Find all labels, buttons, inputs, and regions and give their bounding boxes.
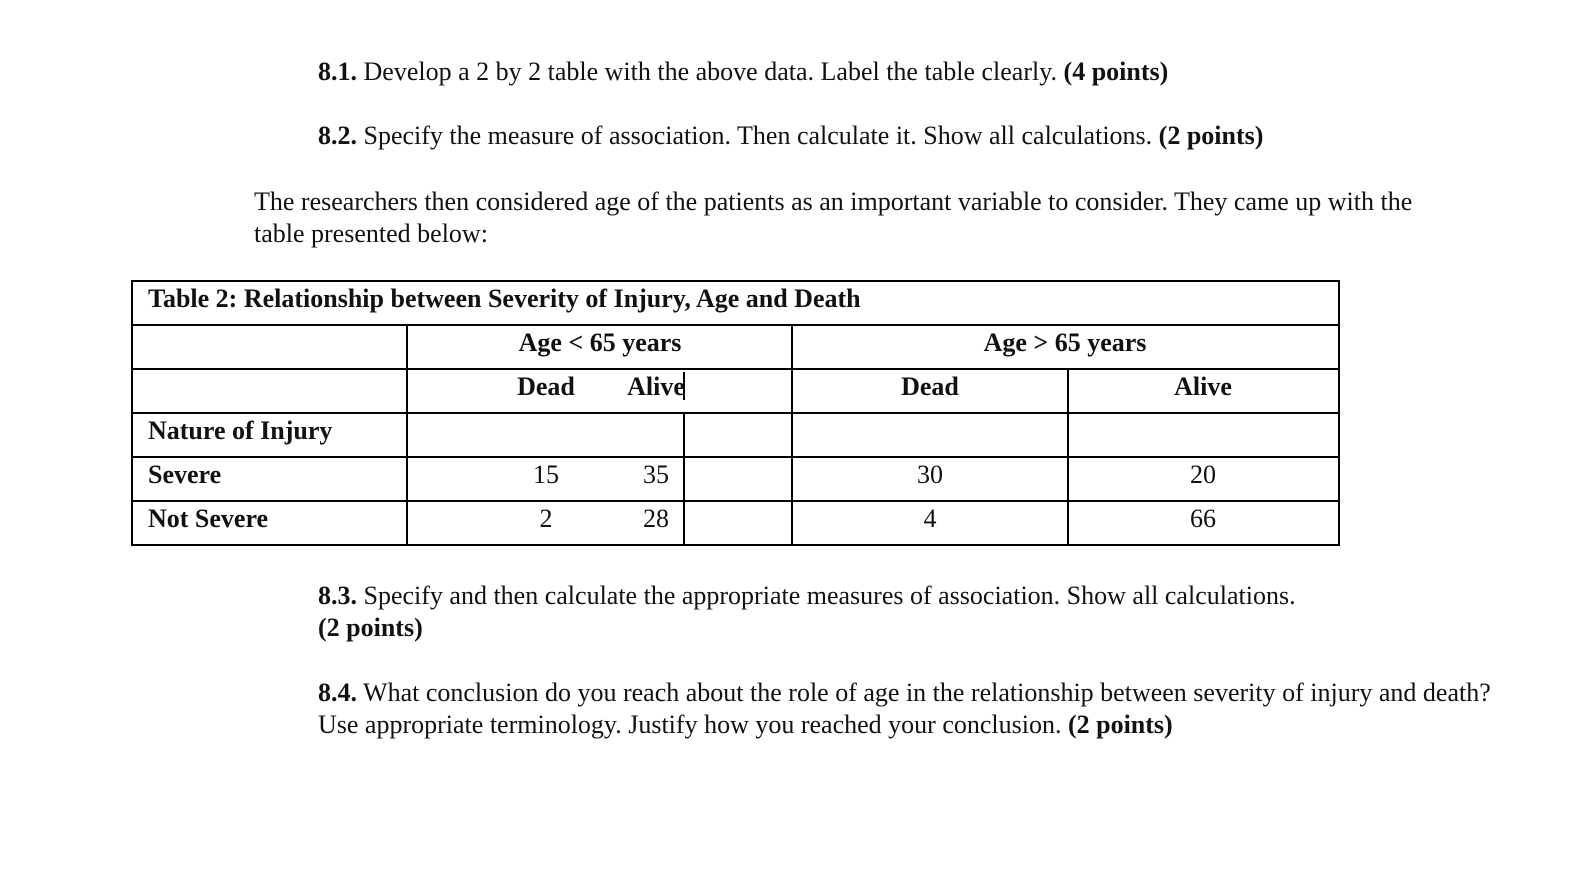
dead-header-under-65: Dead: [517, 372, 575, 401]
not-severe-under-65-alive: 28: [643, 504, 669, 533]
age-over-65-header: Age > 65 years: [983, 328, 1147, 357]
table-border: [131, 280, 1340, 282]
table-border: [1338, 280, 1340, 546]
question-number: 8.3.: [318, 581, 357, 610]
question-number: 8.1.: [318, 57, 357, 86]
question-points: (2 points): [1158, 121, 1264, 150]
nature-of-injury-header: Nature of Injury: [148, 416, 333, 445]
question-text: Specify and then calculate the appropriate measures of association. Show all calculations.: [357, 581, 1296, 610]
table-border: [131, 544, 1340, 546]
question-text: Specify the measure of association. Then calculate it. Show all calculations.: [357, 121, 1159, 150]
alive-header-under-65: Alive: [627, 372, 685, 401]
table-rule: [131, 412, 1340, 414]
question-points: (2 points): [1067, 710, 1173, 739]
severe-under-65-alive: 35: [643, 460, 669, 489]
not-severe-over-65-alive: 66: [1190, 504, 1216, 533]
table-rule: [791, 324, 793, 546]
table-rule: [683, 412, 685, 546]
table-rule: [1067, 368, 1069, 546]
table-rule: [131, 500, 1340, 502]
row-label-severe: Severe: [148, 460, 222, 489]
dead-header-over-65: Dead: [901, 372, 959, 401]
table-rule: [406, 324, 408, 546]
question-8-4: [318, 677, 1498, 741]
age-under-65-header: Age < 65 years: [518, 328, 682, 357]
row-label-not-severe: Not Severe: [148, 504, 269, 533]
question-text: What conclusion do you reach about the role of age in the relationship between severity of injury and death? Use appropriate terminology. Justify how you reached your conclusion.: [318, 678, 1491, 739]
question-8-2: [318, 120, 1263, 152]
question-points: (4 points): [1063, 57, 1169, 86]
question-8-3: [318, 580, 1498, 644]
question-number: 8.4.: [318, 678, 357, 707]
intro-paragraph: The researchers then considered age of the patients as an important variable to consider. They came up with the table presented below:: [254, 187, 1413, 248]
not-severe-under-65-dead: 2: [539, 504, 553, 533]
severe-over-65-dead: 30: [917, 460, 943, 489]
severe-under-65-dead: 15: [533, 460, 559, 489]
severe-over-65-alive: 20: [1190, 460, 1216, 489]
question-8-1: [318, 56, 1168, 88]
question-text: Develop a 2 by 2 table with the above data. Label the table clearly.: [357, 57, 1064, 86]
not-severe-over-65-dead: 4: [923, 504, 937, 533]
question-points: (2 points): [318, 613, 423, 642]
alive-header-over-65: Alive: [1174, 372, 1232, 401]
table-title: Table 2: Relationship between Severity of Injury, Age and Death: [148, 284, 861, 313]
table-rule: [131, 368, 1340, 370]
table-rule: [131, 324, 1340, 326]
table-border: [131, 280, 133, 546]
table-rule: [131, 456, 1340, 458]
question-number: 8.2.: [318, 121, 357, 150]
